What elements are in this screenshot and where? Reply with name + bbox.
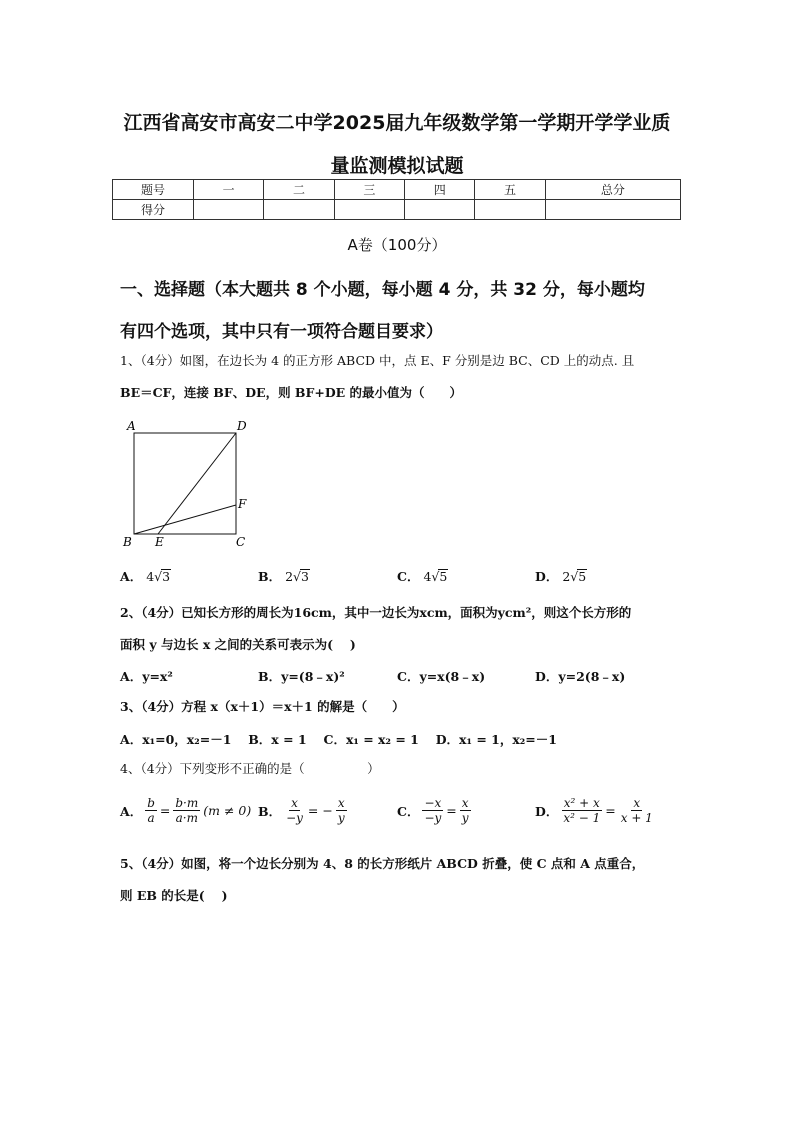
page-title-line2: 量监测模拟试题 bbox=[330, 155, 464, 177]
question-1-text-line2: BE＝CF，连接 BF、DE，则 BF+DE 的最小值为（ ） bbox=[120, 385, 463, 400]
question-3-text: 3、（4分）方程 x（x＋1）＝x＋1 的解是（ ） bbox=[120, 699, 405, 714]
score-table-cell: 三 bbox=[334, 180, 404, 200]
label-c: C bbox=[236, 535, 246, 549]
fraction: $\frac{\text{x² + x}}{\text{x² − 1}}$ bbox=[563, 796, 601, 825]
question-3-options[interactable]: A．x₁=0，x₂=－1 B．x = 1 C．x₁ = x₂ = 1 D．x₁ = 1，x₂=－1 bbox=[120, 732, 557, 747]
question-1-option-b[interactable]: B． 2√3 bbox=[258, 569, 309, 584]
question-4-option-b[interactable]: B． $\frac{x}{-y}$ = − $\frac{x}{y}$ bbox=[258, 796, 345, 825]
score-table-empty-cell bbox=[334, 200, 404, 220]
score-table-empty-cell bbox=[194, 200, 264, 220]
score-table-cell: 二 bbox=[264, 180, 334, 200]
question-2-text-line2: 面积 y 与边长 x 之间的关系可表示为( ) bbox=[120, 637, 356, 652]
question-2-option-a[interactable]: A．y=x² bbox=[120, 669, 173, 684]
score-table-header-row bbox=[113, 180, 681, 200]
fraction: $\frac{x}{x + 1}$ bbox=[620, 796, 653, 825]
question-2-text: 2、（4分）已知长方形的周长为16cm，其中一边长为xcm，面积为ycm²，则这个长方形的 bbox=[120, 605, 632, 620]
volume-a-heading: A卷（100分） bbox=[347, 236, 447, 254]
label-a: A bbox=[127, 419, 136, 433]
question-1-figure bbox=[118, 416, 258, 552]
score-table-empty-cell bbox=[475, 200, 545, 220]
score-table-empty-cell bbox=[545, 200, 680, 220]
page-title: 江西省高安市高安二中学2025届九年级数学第一学期开学学业质 bbox=[123, 112, 671, 134]
question-4-option-c[interactable]: C． $\frac{-x}{-y}$ = $\frac{x}{y}$ bbox=[397, 796, 469, 825]
label-f: F bbox=[238, 497, 247, 511]
question-1-text: 1、（4分）如图，在边长为 4 的正方形 ABCD 中，点 E、F 分别是边 BC、CD 上的动点. 且 bbox=[120, 353, 635, 368]
score-table-cell: 四 bbox=[405, 180, 475, 200]
score-table-score-row bbox=[113, 200, 681, 220]
score-table-cell: 总分 bbox=[545, 180, 680, 200]
label-e: E bbox=[155, 535, 164, 549]
section-heading: 一、选择题（本大题共 8 个小题，每小题 4 分，共 32 分，每小题均 bbox=[120, 280, 645, 300]
score-table bbox=[112, 179, 681, 220]
segment-de bbox=[158, 433, 236, 534]
score-table-empty-cell bbox=[264, 200, 334, 220]
section-heading-line2: 有四个选项，其中只有一项符合题目要求） bbox=[120, 322, 443, 342]
question-4-text: 4、（4分）下列变形不正确的是（ ） bbox=[120, 761, 380, 776]
question-4-option-a[interactable]: A． $\frac{b}{a}$ = $\frac{b\cdot m}{a\cdot m}$ (m ≠ 0) bbox=[120, 796, 252, 825]
question-2-option-c[interactable]: C．y=x(8﹣x) bbox=[397, 669, 486, 684]
label-b: B bbox=[123, 535, 132, 549]
question-2-option-b[interactable]: B．y=(8﹣x)² bbox=[258, 669, 345, 684]
question-4-option-d[interactable]: D． $\frac{\text{x² + x}}{\text{x² − 1}}$ = $\frac{x}{x + 1}$ bbox=[535, 796, 653, 825]
score-table-cell: 五 bbox=[475, 180, 545, 200]
segment-bf bbox=[134, 505, 236, 534]
fraction: $\frac{x}{y}$ bbox=[337, 796, 345, 825]
fraction: $\frac{b}{a}$ bbox=[147, 796, 155, 825]
question-2-option-d[interactable]: D．y=2(8﹣x) bbox=[535, 669, 626, 684]
fraction: $\frac{x}{y}$ bbox=[461, 796, 469, 825]
question-1-option-a[interactable]: A． 4√3 bbox=[120, 569, 171, 584]
score-table-empty-cell bbox=[405, 200, 475, 220]
fraction: $\frac{-x}{-y}$ bbox=[424, 796, 442, 825]
fraction: $\frac{b\cdot m}{a\cdot m}$ bbox=[175, 796, 199, 825]
question-5-text: 5、（4分）如图，将一个边长分别为 4、8 的长方形纸片 ABCD 折叠，使 C 点和 A 点重合， bbox=[120, 856, 645, 871]
question-5-text-line2: 则 EB 的长是( ) bbox=[120, 888, 228, 903]
score-table-cell: 得分 bbox=[113, 200, 194, 220]
question-1-option-c[interactable]: C． 4√5 bbox=[397, 569, 448, 584]
label-d: D bbox=[237, 419, 247, 433]
score-table-cell: 题号 bbox=[113, 180, 194, 200]
question-1-option-d[interactable]: D． 2√5 bbox=[535, 569, 587, 584]
square-abcd bbox=[134, 433, 236, 534]
fraction: $\frac{x}{-y}$ bbox=[286, 796, 303, 825]
score-table-cell: 一 bbox=[194, 180, 264, 200]
